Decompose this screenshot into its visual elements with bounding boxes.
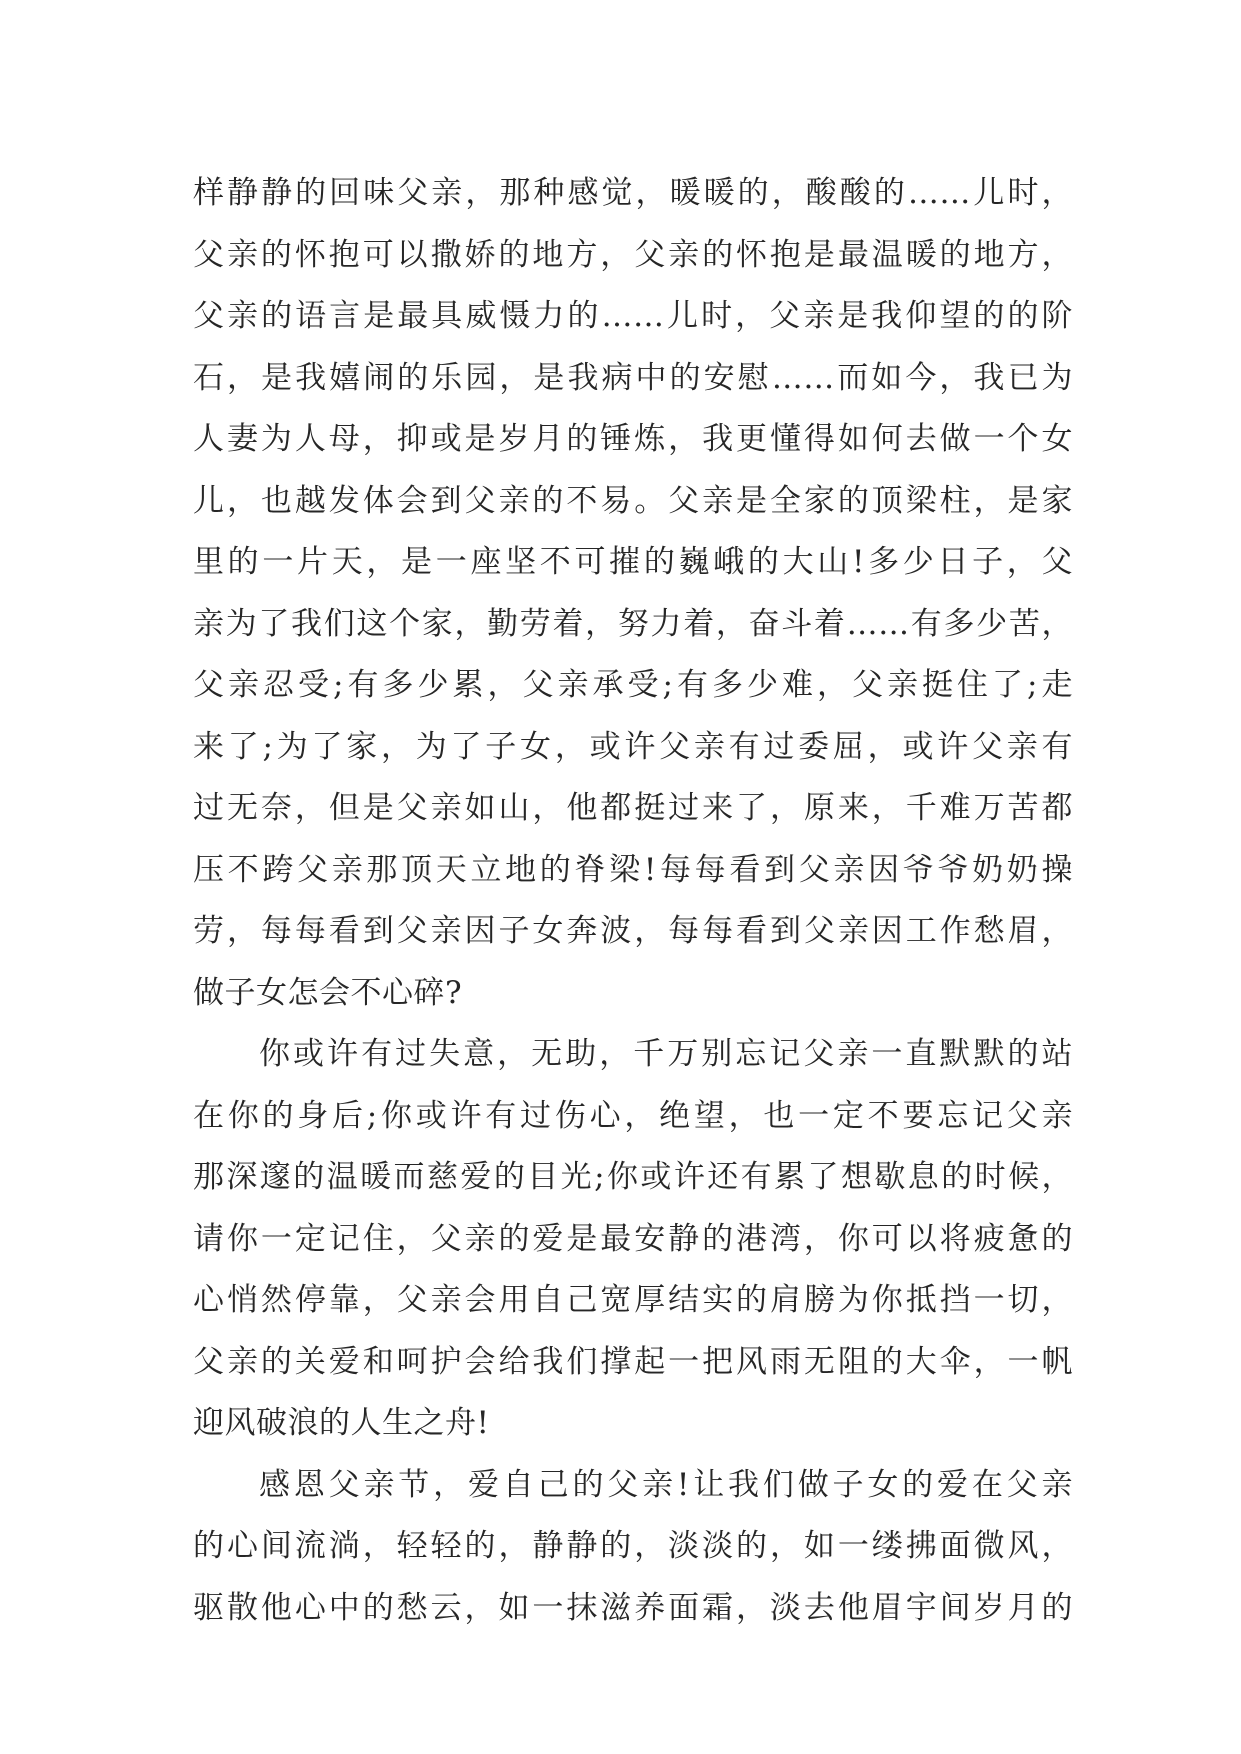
paragraph-1 (193, 163, 1073, 1024)
text-line: 过无奈，但是父亲如山，他都挺过来了，原来，千难万苦都 (193, 790, 1073, 826)
paragraph-3 (193, 1455, 1073, 1640)
text-line: 在你的身后;你或许有过伤心，绝望，也一定不要忘记父亲 (193, 1097, 1073, 1134)
text-line: 你或许有过失意，无助，千万别忘记父亲一直默默的站 (259, 1036, 1073, 1072)
text-line: 人妻为人母，抑或是岁月的锤炼，我更懂得如何去做一个女 (193, 421, 1073, 457)
text-line: 做子女怎会不心碎? (193, 974, 463, 1011)
text-line: 里的一片天，是一座坚不可摧的巍峨的大山!多少日子，父 (193, 544, 1073, 580)
text-line: 心悄然停靠，父亲会用自己宽厚结实的肩膀为你抵挡一切， (193, 1282, 1073, 1318)
text-line: 压不跨父亲那顶天立地的脊梁!每每看到父亲因爷爷奶奶操 (193, 851, 1073, 888)
text-line: 父亲的语言是最具威慑力的……儿时，父亲是我仰望的的阶 (193, 298, 1073, 334)
document-body (193, 163, 1073, 1639)
text-line: 父亲忍受;有多少累，父亲承受;有多少难，父亲挺住了;走 (193, 667, 1073, 703)
paragraph-2 (193, 1024, 1073, 1455)
text-line: 父亲的关爱和呵护会给我们撑起一把风雨无阻的大伞，一帆 (193, 1343, 1073, 1380)
text-line: 劳，每每看到父亲因子女奔波，每每看到父亲因工作愁眉， (193, 913, 1073, 949)
text-line: 父亲的怀抱可以撒娇的地方，父亲的怀抱是最温暖的地方， (193, 236, 1073, 273)
text-line: 的心间流淌，轻轻的，静静的，淡淡的，如一缕拂面微风， (193, 1528, 1073, 1564)
text-line: 感恩父亲节，爱自己的父亲!让我们做子女的爱在父亲 (259, 1466, 1073, 1503)
text-line: 石，是我嬉闹的乐园，是我病中的安慰……而如今，我已为 (193, 359, 1073, 396)
text-line: 迎风破浪的人生之舟! (193, 1405, 490, 1441)
text-line: 那深邃的温暖而慈爱的目光;你或许还有累了想歇息的时候， (193, 1159, 1073, 1195)
text-line: 亲为了我们这个家，勤劳着，努力着，奋斗着……有多少苦， (193, 605, 1073, 642)
text-line: 儿，也越发体会到父亲的不易。父亲是全家的顶梁柱，是家 (193, 482, 1073, 519)
text-line: 样静静的回味父亲，那种感觉，暖暖的，酸酸的……儿时， (193, 175, 1073, 211)
text-line: 请你一定记住，父亲的爱是最安静的港湾，你可以将疲惫的 (193, 1220, 1073, 1257)
text-line: 驱散他心中的愁云，如一抹滋养面霜，淡去他眉宇间岁月的 (193, 1589, 1073, 1626)
text-line: 来了;为了家，为了子女，或许父亲有过委屈，或许父亲有 (193, 728, 1073, 765)
